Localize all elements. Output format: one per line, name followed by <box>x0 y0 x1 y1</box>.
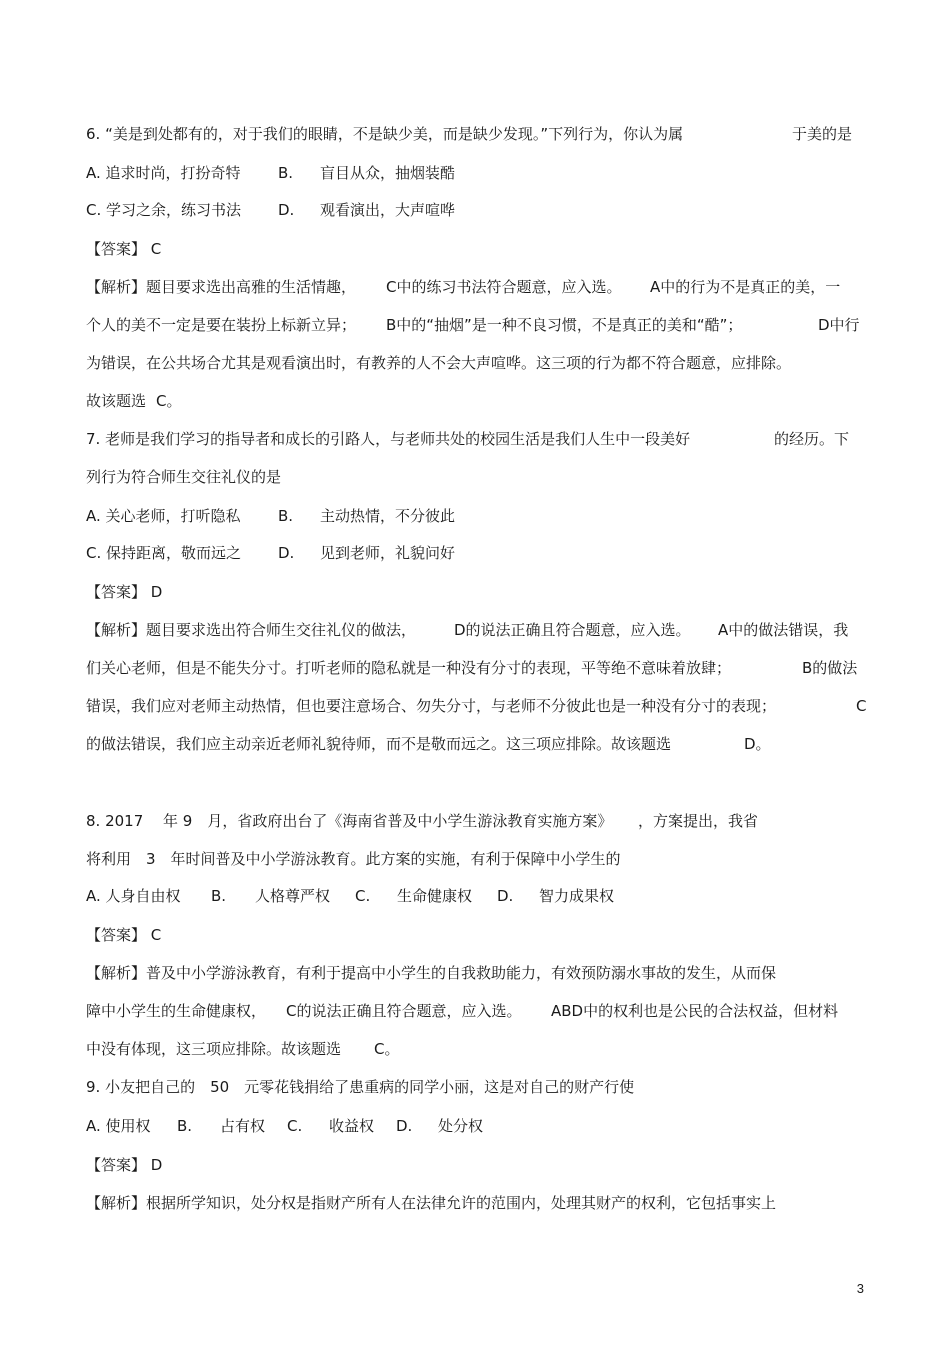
q8-analysis-2b: C的说法正确且符合题意，应入选。 <box>286 1002 522 1020</box>
q7-option-c: C. 保持距离，敬而远之 <box>86 544 242 562</box>
q6-analysis-1c: A中的行为不是真正的美，一 <box>650 278 841 296</box>
q6-analysis-2a: 个人的美不一定是要在装扮上标新立异； <box>86 316 357 334</box>
page-number: 3 <box>856 1281 864 1296</box>
q8-analysis-1: 【解析】普及中小学游泳教育，有利于提高中小学生的自我救助能力，有效预防溺水事故的发生，从而保 <box>86 964 777 982</box>
q9-option-b: 占有权 <box>220 1117 266 1135</box>
q7-analysis-1b: D的说法正确且符合题意，应入选。 <box>454 621 691 639</box>
q6-option-d: 观看演出，大声喧哗 <box>320 201 456 219</box>
q6-analysis-4a: 故该题选 <box>86 392 147 410</box>
q9-answer: 【答案】 D <box>86 1156 163 1174</box>
q6-analysis-4b: C。 <box>156 392 182 410</box>
q8-answer: 【答案】 C <box>86 926 162 944</box>
q9-option-d: 处分权 <box>438 1117 484 1135</box>
q6-analysis-2b: B中的“抽烟”是一种不良习惯，不是真正的美和“酷”； <box>386 316 743 334</box>
q7-analysis-3b: C <box>856 697 867 715</box>
q7-option-b-letter: B. <box>278 507 294 525</box>
q8-stem-line-1b: ，方案提出，我省 <box>638 812 759 830</box>
q6-analysis-2c: D中行 <box>818 316 860 334</box>
q6-analysis-1a: 【解析】题目要求选出高雅的生活情趣， <box>86 278 357 296</box>
q6-option-b: 盲目从众，抽烟装酷 <box>320 164 456 182</box>
q7-analysis-2b: B的做法 <box>802 659 858 677</box>
q7-analysis-3a: 错误，我们应对老师主动热情，但也要注意场合、勿失分寸，与老师不分彼此也是一种没有分寸的表现； <box>86 697 777 715</box>
q6-analysis-3: 为错误，在公共场合尤其是观看演出时，有教养的人不会大声喧哗。这三项的行为都不符合题意，应排除。 <box>86 354 792 372</box>
q9-option-d-letter: D. <box>396 1117 413 1135</box>
q8-option-a: A. 人身自由权 <box>86 887 181 905</box>
q8-analysis-3b: C。 <box>374 1040 400 1058</box>
q8-analysis-2a: 障中小学生的生命健康权， <box>86 1002 267 1020</box>
q7-option-b: 主动热情，不分彼此 <box>320 507 456 525</box>
q9-option-c-letter: C. <box>287 1117 303 1135</box>
q6-option-b-letter: B. <box>278 164 294 182</box>
q6-option-d-letter: D. <box>278 201 295 219</box>
q7-answer: 【答案】 D <box>86 583 163 601</box>
q6-stem-line-1b: 于美的是 <box>792 125 853 143</box>
q8-option-c-letter: C. <box>355 887 371 905</box>
q7-analysis-2a: 们关心老师，但是不能失分寸。打听老师的隐私就是一种没有分寸的表现，平等绝不意味着放肆； <box>86 659 732 677</box>
q8-option-d-letter: D. <box>497 887 514 905</box>
q6-option-a: A. 追求时尚，打扮奇特 <box>86 164 241 182</box>
q9-option-a: A. 使用权 <box>86 1117 151 1135</box>
q7-analysis-4a: 的做法错误，我们应主动亲近老师礼貌待师，而不是敬而远之。这三项应排除。故该题选 <box>86 735 672 753</box>
q6-stem-line-1: 6. “美是到处都有的，对于我们的眼睛，不是缺少美，而是缺少发现。”下列行为，你认为属 <box>86 125 684 143</box>
q8-option-b-letter: B. <box>211 887 227 905</box>
q7-analysis-1c: A中的做法错误，我 <box>718 621 849 639</box>
q7-option-d-letter: D. <box>278 544 295 562</box>
q7-analysis-4b: D。 <box>744 735 771 753</box>
q7-analysis-1a: 【解析】题目要求选出符合师生交往礼仪的做法， <box>86 621 417 639</box>
q8-option-d: 智力成果权 <box>539 887 615 905</box>
q7-option-d: 见到老师，礼貌问好 <box>320 544 456 562</box>
q8-option-b: 人格尊严权 <box>255 887 331 905</box>
q9-stem-line-1: 9. 小友把自己的 50 元零花钱捐给了患重病的同学小丽，这是对自己的财产行使 <box>86 1078 635 1096</box>
q8-option-c: 生命健康权 <box>397 887 473 905</box>
q9-analysis-1: 【解析】根据所学知识，处分权是指财产所有人在法律允许的范围内，处理其财产的权利，它包括事实上 <box>86 1194 777 1212</box>
q6-option-c: C. 学习之余，练习书法 <box>86 201 242 219</box>
q8-stem-line-2: 将利用 3 年时间普及中小学游泳教育。此方案的实施，有利于保障中小学生的 <box>86 850 621 868</box>
q7-stem-line-2: 列行为符合师生交往礼仪的是 <box>86 468 282 486</box>
q8-analysis-3a: 中没有体现，这三项应排除。故该题选 <box>86 1040 342 1058</box>
q8-analysis-2c: ABD中的权利也是公民的合法权益，但材料 <box>551 1002 839 1020</box>
q9-option-b-letter: B. <box>177 1117 193 1135</box>
q8-stem-line-1: 8. 2017 年 9 月，省政府出台了《海南省普及中小学生游泳教育实施方案》 <box>86 812 613 830</box>
q9-option-c: 收益权 <box>329 1117 375 1135</box>
q7-option-a: A. 关心老师，打听隐私 <box>86 507 241 525</box>
q7-stem-line-1b: 的经历。下 <box>774 430 850 448</box>
q6-answer: 【答案】 C <box>86 240 162 258</box>
q6-analysis-1b: C中的练习书法符合题意，应入选。 <box>386 278 622 296</box>
q7-stem-line-1: 7. 老师是我们学习的指导者和成长的引路人，与老师共处的校园生活是我们人生中一段美好 <box>86 430 691 448</box>
